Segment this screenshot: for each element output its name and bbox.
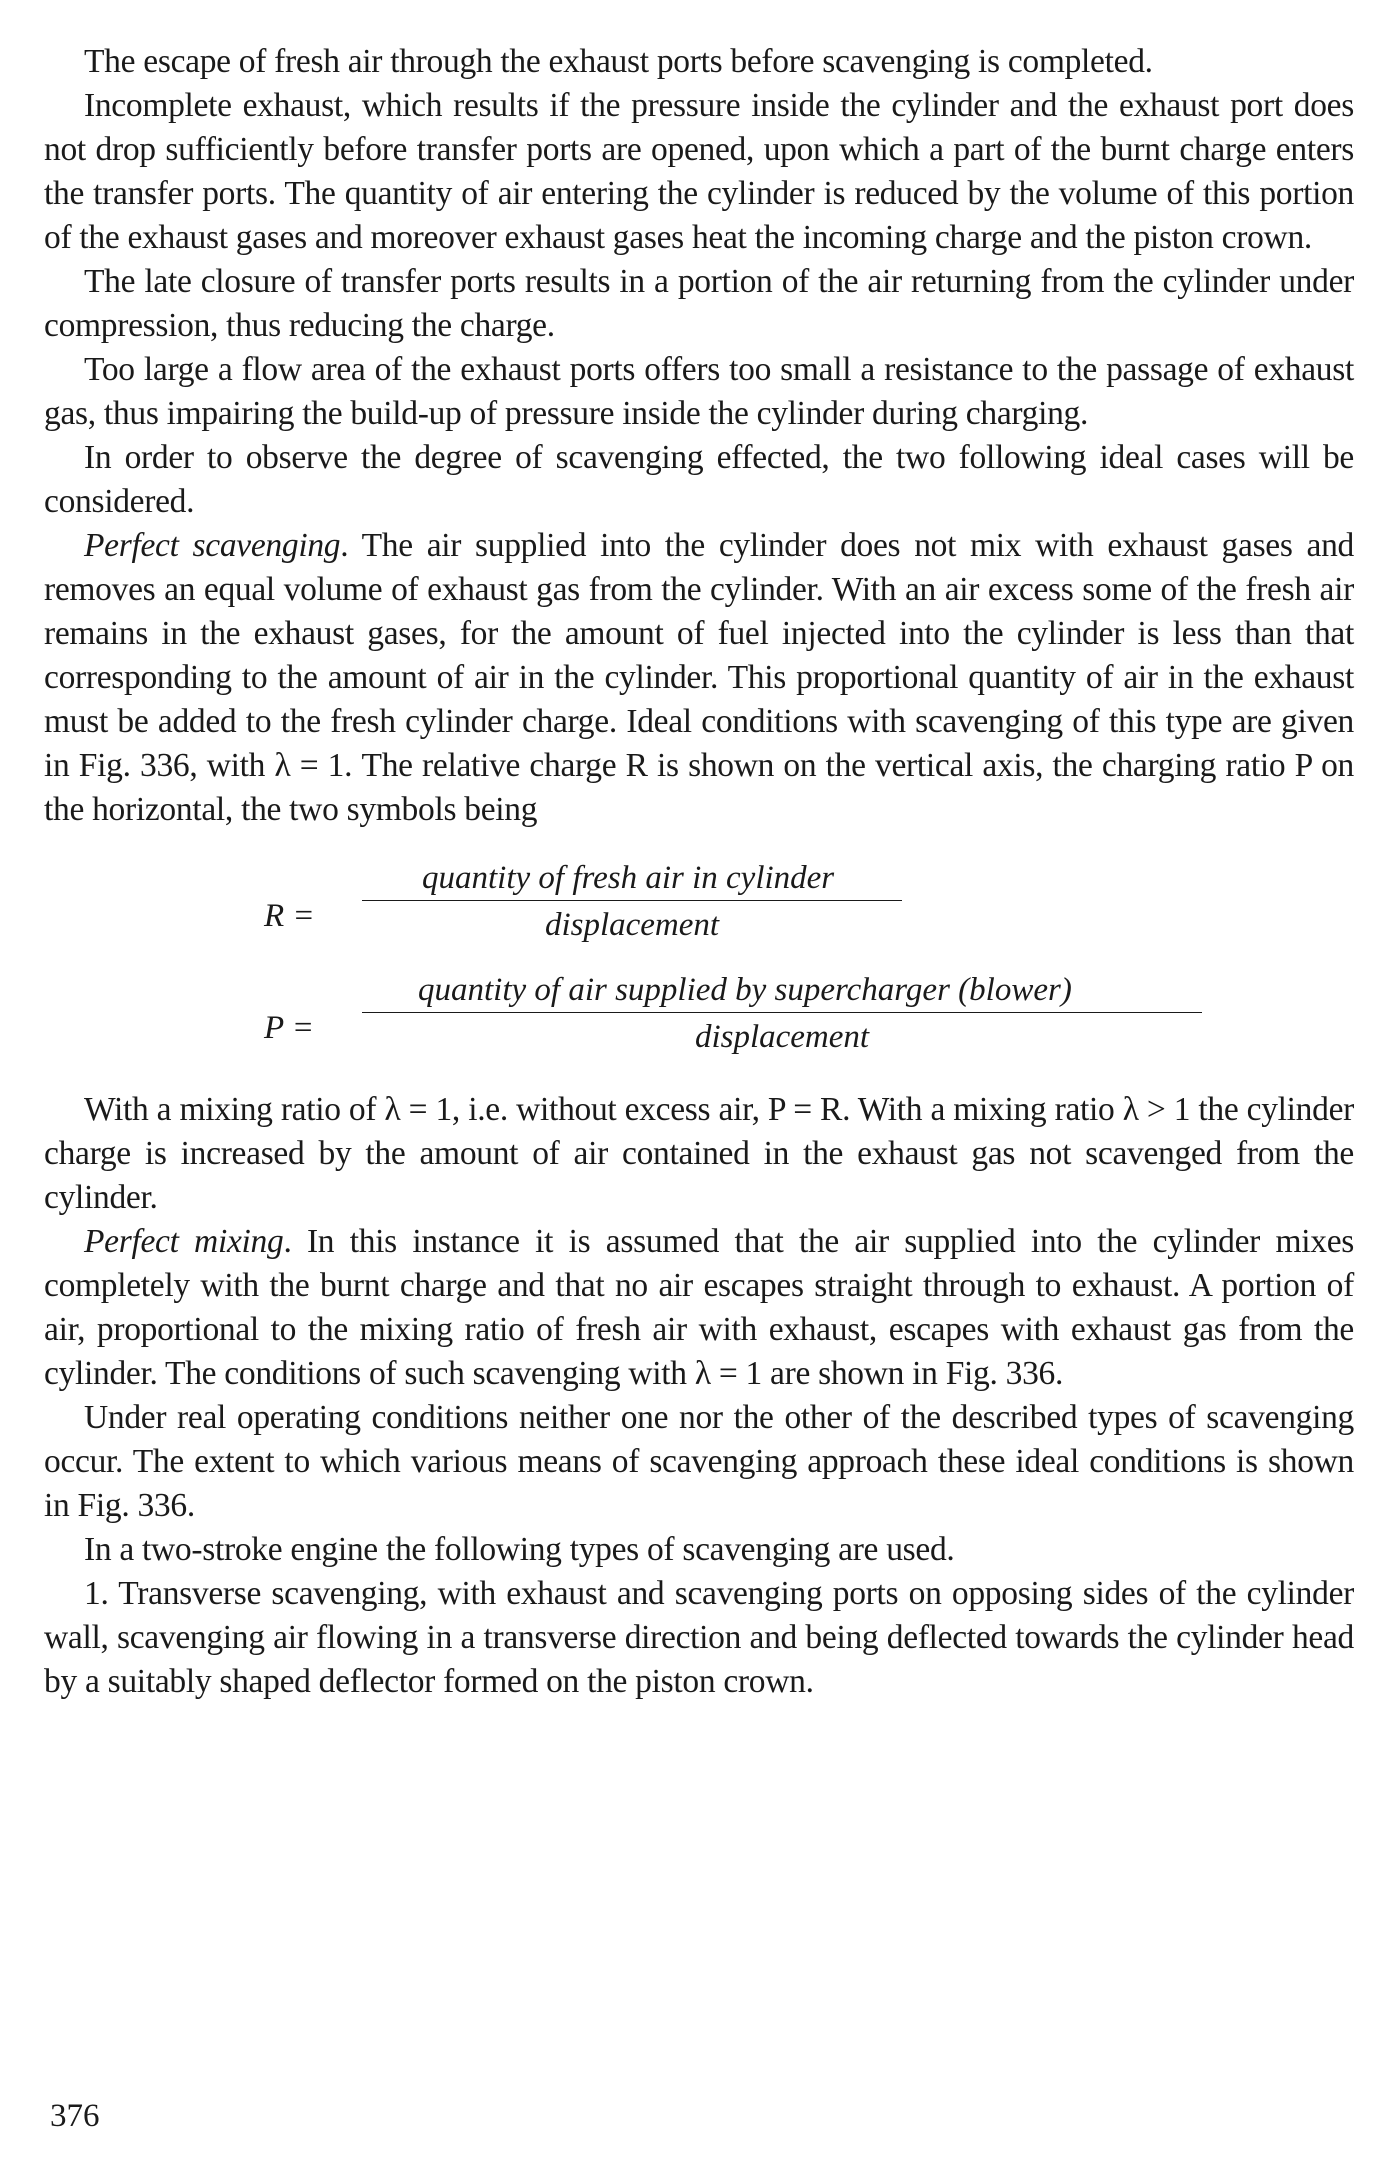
paragraph-flow-area: Too large a flow area of the exhaust ports offers too small a resistance to the passage of exhaust gas, thus impairing the build-up of pressure inside the cylinder during charging. [44,351,1354,432]
paragraph-incomplete-exhaust: Incomplete exhaust, which results if the pressure inside the cylinder and the exhaust port does not drop sufficiently before transfer ports are opened, upon which a part of the burnt charge enters the transfer ports. The quantity of air entering the cylinder is reduced by the volume of this portion of the exhaust gases and moreover exhaust gases heat the incoming charge and the piston crown. [44,87,1354,256]
term-perfect-mixing: Perfect mixing [84,1223,284,1260]
paragraph-two-stroke-types: In a two-stroke engine the following types of scavenging are used. [84,1531,955,1568]
formula-p-fraction [362,970,1202,1061]
paragraph-late-closure: The late closure of transfer ports results in a portion of the air returning from the cylinder under compression, thus reducing the charge. [44,263,1354,344]
formula-r-lhs: R = [264,898,315,934]
paragraph-ideal-cases: In order to observe the degree of scavenging effected, the two following ideal cases will be considered. [44,439,1354,520]
formula-p-lhs: P = [264,1010,315,1046]
paragraph-perfect-scavenging [44,524,1354,832]
formula-r-denominator: displacement [544,907,720,943]
formula-r-fraction [362,858,902,949]
formula-charging-ratio [44,970,1354,1088]
formula-p-numerator: quantity of air supplied by supercharger (blower) [362,970,1202,1013]
paragraph-transverse-scavenging: 1. Transverse scavenging, with exhaust and scavenging ports on opposing sides of the cylinder wall, scavenging air flowing in a transverse direction and being deflected towards the cylinder head by a suitably shaped deflector formed on the piston crown. [44,1575,1354,1700]
page-number: 376 [50,2098,100,2134]
paragraph-real-conditions: Under real operating conditions neither one nor the other of the described types of scavenging occur. The extent to which various means of scavenging approach these ideal conditions is shown in Fig. 336. [44,1399,1354,1524]
formula-p-denominator: displacement [694,1019,870,1055]
document-page [44,40,1354,1704]
perfect-mixing-body: . In this instance it is assumed that the air supplied into the cylinder mixes completely with the burnt charge and that no air escapes straight through to exhaust. A portion of air, proportional to the mixing ratio of fresh air with exhaust, escapes with exhaust gas from the cylinder. The conditions of such scavenging with λ = 1 are shown in Fig. 336. [44,1223,1354,1392]
term-perfect-scavenging: Perfect scavenging [84,527,341,564]
perfect-scavenging-body: . The air supplied into the cylinder does not mix with exhaust gases and removes an equal volume of exhaust gas from the cylinder. With an air excess some of the fresh air remains in the exhaust gases, for the amount of fuel injected into the cylinder is less than that corresponding to the amount of air in the cylinder. This proportional quantity of air in the exhaust must be added to the fresh cylinder charge. Ideal conditions with scavenging of this type are given in Fig. 336, with λ = 1. The relative charge R is shown on the vertical axis, the charging ratio P on the horizontal, the two symbols being [44,527,1354,828]
paragraph-perfect-mixing [44,1220,1354,1396]
paragraph-mixing-ratio: With a mixing ratio of λ = 1, i.e. without excess air, P = R. With a mixing ratio λ > 1 the cylinder charge is increased by the amount of air contained in the exhaust gas not scavenged from the cylinder. [44,1091,1354,1216]
formula-relative-charge [44,858,1354,958]
formula-r-numerator: quantity of fresh air in cylinder [362,858,902,901]
paragraph-escape-fresh-air: The escape of fresh air through the exhaust ports before scavenging is completed. [84,43,1153,80]
